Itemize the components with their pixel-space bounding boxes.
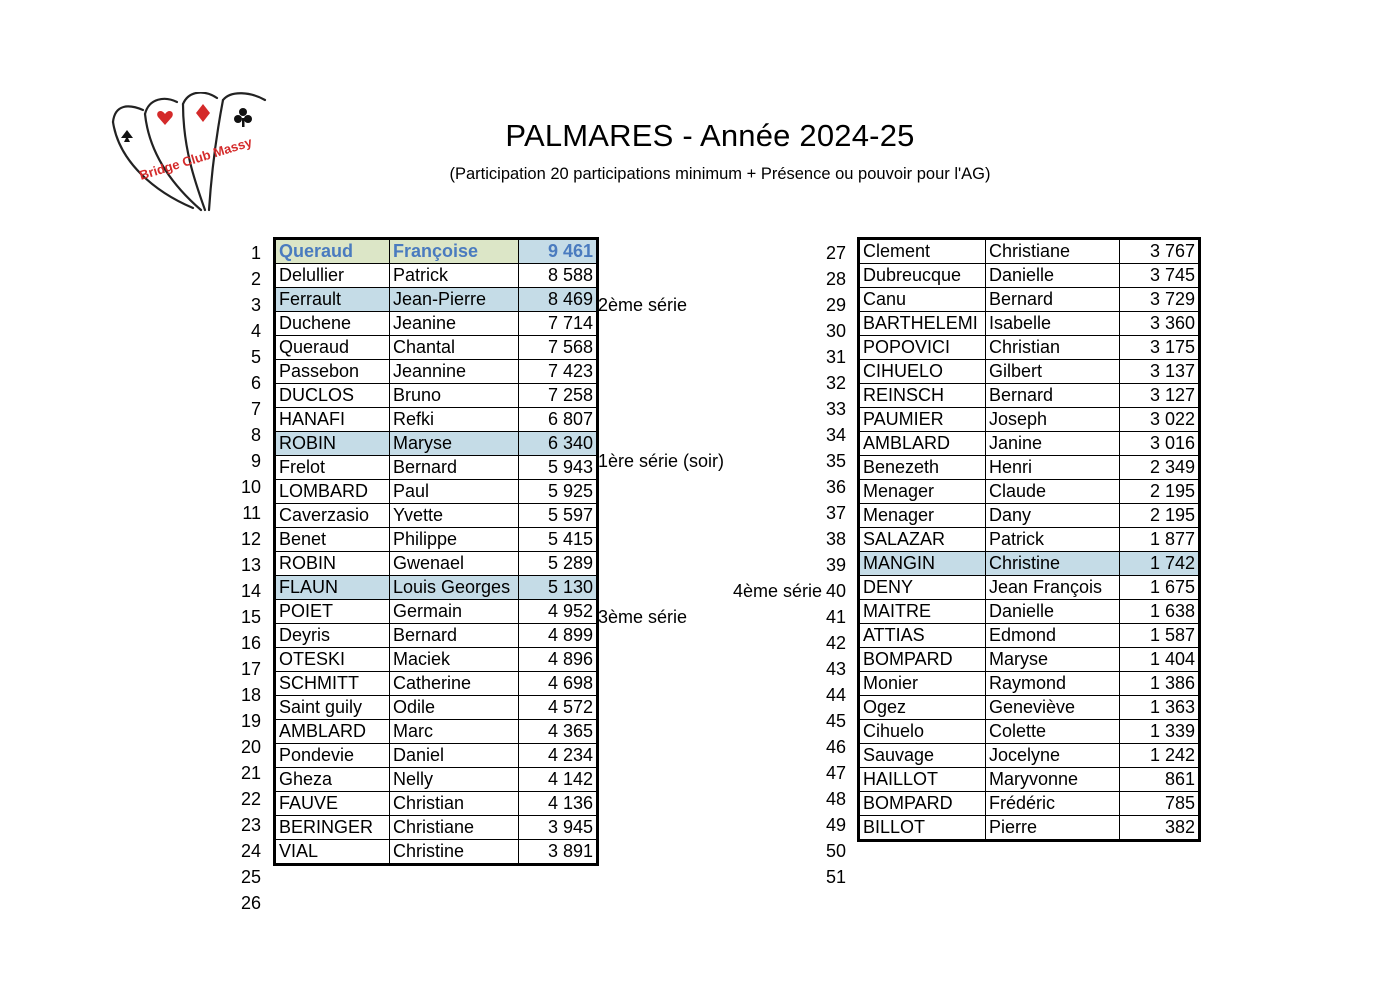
table-row <box>859 336 1200 360</box>
first-name-cell: Philippe <box>390 528 519 552</box>
first-name-cell: Bernard <box>986 384 1120 408</box>
last-name-cell: ROBIN <box>275 432 390 456</box>
score-cell: 3 945 <box>519 816 598 840</box>
first-name-cell: Maciek <box>390 648 519 672</box>
score-cell: 785 <box>1120 792 1200 816</box>
rank-number: 25 <box>240 867 261 887</box>
first-name-cell: Marc <box>390 720 519 744</box>
rank-number: 39 <box>825 555 846 575</box>
score-cell: 9 461 <box>519 239 598 264</box>
score-cell: 7 568 <box>519 336 598 360</box>
first-name-cell: Pierre <box>986 816 1120 841</box>
rank-number: 3 <box>250 295 261 315</box>
first-name-cell: Geneviève <box>986 696 1120 720</box>
first-name-cell: Maryvonne <box>986 768 1120 792</box>
rank-number: 34 <box>825 425 846 445</box>
score-cell: 1 242 <box>1120 744 1200 768</box>
rank-number: 44 <box>825 685 846 705</box>
first-name-cell: Danielle <box>986 264 1120 288</box>
table-row <box>859 648 1200 672</box>
last-name-cell: Menager <box>859 480 986 504</box>
rank-number: 4 <box>250 321 261 341</box>
page-title: PALMARES - Année 2024-25 <box>505 118 915 153</box>
rank-number: 6 <box>250 373 261 393</box>
score-cell: 4 234 <box>519 744 598 768</box>
rank-number: 9 <box>250 451 261 471</box>
first-name-cell: Jeanine <box>390 312 519 336</box>
last-name-cell: CIHUELO <box>859 360 986 384</box>
last-name-cell: HANAFI <box>275 408 390 432</box>
last-name-cell: PAUMIER <box>859 408 986 432</box>
rank-number: 40 <box>825 581 846 601</box>
rank-number: 51 <box>825 867 846 887</box>
table-row <box>275 552 598 576</box>
table-row <box>859 432 1200 456</box>
table-row <box>859 672 1200 696</box>
table-row <box>275 696 598 720</box>
first-name-cell: Janine <box>986 432 1120 456</box>
last-name-cell: VIAL <box>275 840 390 865</box>
first-name-cell: Odile <box>390 696 519 720</box>
table-row <box>275 264 598 288</box>
first-name-cell: Danielle <box>986 600 1120 624</box>
table-row <box>275 648 598 672</box>
first-name-cell: Joseph <box>986 408 1120 432</box>
table-row <box>275 744 598 768</box>
rank-number: 12 <box>240 529 261 549</box>
score-cell: 1 363 <box>1120 696 1200 720</box>
last-name-cell: FLAUN <box>275 576 390 600</box>
last-name-cell: ROBIN <box>275 552 390 576</box>
score-cell: 4 142 <box>519 768 598 792</box>
first-name-cell: Paul <box>390 480 519 504</box>
first-name-cell: Isabelle <box>986 312 1120 336</box>
table-row <box>275 408 598 432</box>
page-subtitle: (Participation 20 participations minimum + Présence ou pouvoir pour l'AG) <box>449 165 991 183</box>
first-name-cell: Colette <box>986 720 1120 744</box>
last-name-cell: MAITRE <box>859 600 986 624</box>
last-name-cell: REINSCH <box>859 384 986 408</box>
table-row <box>859 696 1200 720</box>
table-row <box>859 720 1200 744</box>
score-cell: 1 877 <box>1120 528 1200 552</box>
table-row <box>859 600 1200 624</box>
score-cell: 3 127 <box>1120 384 1200 408</box>
table-row <box>275 672 598 696</box>
rank-number: 14 <box>240 581 261 601</box>
table-row <box>859 768 1200 792</box>
first-name-cell: Christian <box>390 792 519 816</box>
rank-number: 49 <box>825 815 846 835</box>
last-name-cell: ATTIAS <box>859 624 986 648</box>
table-row <box>859 408 1200 432</box>
score-cell: 1 386 <box>1120 672 1200 696</box>
rank-number: 23 <box>240 815 261 835</box>
first-name-cell: Louis Georges <box>390 576 519 600</box>
table-row <box>275 624 598 648</box>
table-row <box>859 744 1200 768</box>
rank-number: 50 <box>825 841 846 861</box>
rank-number: 5 <box>250 347 261 367</box>
score-cell: 3 729 <box>1120 288 1200 312</box>
score-cell: 7 258 <box>519 384 598 408</box>
table-row <box>275 840 598 865</box>
last-name-cell: POIET <box>275 600 390 624</box>
last-name-cell: MANGIN <box>859 552 986 576</box>
score-cell: 3 016 <box>1120 432 1200 456</box>
rank-number: 48 <box>825 789 846 809</box>
first-name-cell: Françoise <box>390 239 519 264</box>
table-row <box>859 816 1200 841</box>
first-name-cell: Edmond <box>986 624 1120 648</box>
series-note: 4ème série <box>732 581 822 601</box>
last-name-cell: DUCLOS <box>275 384 390 408</box>
score-cell: 4 952 <box>519 600 598 624</box>
last-name-cell: Queraud <box>275 336 390 360</box>
score-cell: 1 339 <box>1120 720 1200 744</box>
first-name-cell: Maryse <box>390 432 519 456</box>
last-name-cell: Ogez <box>859 696 986 720</box>
last-name-cell: Passebon <box>275 360 390 384</box>
last-name-cell: BOMPARD <box>859 792 986 816</box>
last-name-cell: Frelot <box>275 456 390 480</box>
first-name-cell: Gilbert <box>986 360 1120 384</box>
table-row <box>275 504 598 528</box>
first-name-cell: Jeannine <box>390 360 519 384</box>
score-cell: 3 745 <box>1120 264 1200 288</box>
first-name-cell: Germain <box>390 600 519 624</box>
score-cell: 382 <box>1120 816 1200 841</box>
table-row <box>275 336 598 360</box>
score-cell: 1 742 <box>1120 552 1200 576</box>
last-name-cell: LOMBARD <box>275 480 390 504</box>
first-name-cell: Claude <box>986 480 1120 504</box>
score-cell: 2 195 <box>1120 480 1200 504</box>
rank-number: 2 <box>250 269 261 289</box>
first-name-cell: Frédéric <box>986 792 1120 816</box>
score-cell: 7 714 <box>519 312 598 336</box>
table-row <box>275 768 598 792</box>
series-note: 1ère série (soir) <box>598 451 725 471</box>
score-cell: 1 587 <box>1120 624 1200 648</box>
score-cell: 8 588 <box>519 264 598 288</box>
last-name-cell: Delullier <box>275 264 390 288</box>
rank-number: 46 <box>825 737 846 757</box>
score-cell: 6 340 <box>519 432 598 456</box>
last-name-cell: HAILLOT <box>859 768 986 792</box>
score-cell: 8 469 <box>519 288 598 312</box>
last-name-cell: FAUVE <box>275 792 390 816</box>
first-name-cell: Maryse <box>986 648 1120 672</box>
ranking-table-right <box>857 237 1201 842</box>
rank-number: 43 <box>825 659 846 679</box>
rank-number: 28 <box>825 269 846 289</box>
table-row <box>275 528 598 552</box>
rank-number: 11 <box>242 503 261 523</box>
last-name-cell: AMBLARD <box>859 432 986 456</box>
rank-number: 21 <box>240 763 261 783</box>
series-note: 2ème série <box>598 295 688 315</box>
last-name-cell: AMBLARD <box>275 720 390 744</box>
table-row <box>859 576 1200 600</box>
first-name-cell: Christiane <box>986 239 1120 264</box>
table-row <box>275 600 598 624</box>
score-cell: 5 943 <box>519 456 598 480</box>
rank-number: 18 <box>240 685 261 705</box>
ranking-table-left <box>273 237 599 866</box>
first-name-cell: Christiane <box>390 816 519 840</box>
last-name-cell: BARTHELEMI <box>859 312 986 336</box>
rank-number: 1 <box>250 243 261 263</box>
rank-number: 19 <box>240 711 261 731</box>
last-name-cell: POPOVICI <box>859 336 986 360</box>
table-row <box>275 576 598 600</box>
table-row <box>275 432 598 456</box>
score-cell: 1 675 <box>1120 576 1200 600</box>
rank-number: 10 <box>240 477 261 497</box>
last-name-cell: Queraud <box>275 239 390 264</box>
table-row <box>275 456 598 480</box>
rank-number: 47 <box>825 763 846 783</box>
score-cell: 2 195 <box>1120 504 1200 528</box>
rank-number: 29 <box>825 295 846 315</box>
first-name-cell: Gwenael <box>390 552 519 576</box>
table-row <box>859 504 1200 528</box>
score-cell: 3 891 <box>519 840 598 865</box>
last-name-cell: Gheza <box>275 768 390 792</box>
rank-number: 32 <box>825 373 846 393</box>
last-name-cell: OTESKI <box>275 648 390 672</box>
last-name-cell: Menager <box>859 504 986 528</box>
first-name-cell: Christine <box>390 840 519 865</box>
first-name-cell: Henri <box>986 456 1120 480</box>
last-name-cell: Benet <box>275 528 390 552</box>
first-name-cell: Patrick <box>390 264 519 288</box>
score-cell: 4 899 <box>519 624 598 648</box>
last-name-cell: Saint guily <box>275 696 390 720</box>
last-name-cell: Sauvage <box>859 744 986 768</box>
rank-number: 42 <box>825 633 846 653</box>
first-name-cell: Bruno <box>390 384 519 408</box>
table-row <box>859 456 1200 480</box>
first-name-cell: Yvette <box>390 504 519 528</box>
last-name-cell: Cihuelo <box>859 720 986 744</box>
score-cell: 3 022 <box>1120 408 1200 432</box>
table-row <box>275 239 598 264</box>
series-note: 3ème série <box>598 607 688 627</box>
score-cell: 2 349 <box>1120 456 1200 480</box>
rank-number: 45 <box>825 711 846 731</box>
table-row <box>859 288 1200 312</box>
score-cell: 4 572 <box>519 696 598 720</box>
table-row <box>859 624 1200 648</box>
table-row <box>859 792 1200 816</box>
rank-number: 22 <box>240 789 261 809</box>
rank-number: 31 <box>825 347 846 367</box>
table-row <box>859 264 1200 288</box>
last-name-cell: Benezeth <box>859 456 986 480</box>
rank-number: 20 <box>240 737 261 757</box>
first-name-cell: Daniel <box>390 744 519 768</box>
last-name-cell: DENY <box>859 576 986 600</box>
last-name-cell: Caverzasio <box>275 504 390 528</box>
last-name-cell: SCHMITT <box>275 672 390 696</box>
first-name-cell: Chantal <box>390 336 519 360</box>
score-cell: 3 360 <box>1120 312 1200 336</box>
first-name-cell: Nelly <box>390 768 519 792</box>
last-name-cell: Pondevie <box>275 744 390 768</box>
rank-number: 27 <box>825 243 846 263</box>
table-row <box>275 312 598 336</box>
score-cell: 7 423 <box>519 360 598 384</box>
rank-number: 13 <box>240 555 261 575</box>
rank-number: 33 <box>825 399 846 419</box>
last-name-cell: Monier <box>859 672 986 696</box>
last-name-cell: BOMPARD <box>859 648 986 672</box>
score-cell: 5 289 <box>519 552 598 576</box>
first-name-cell: Jean-Pierre <box>390 288 519 312</box>
table-row <box>275 720 598 744</box>
table-row <box>859 528 1200 552</box>
table-row <box>859 312 1200 336</box>
score-cell: 6 807 <box>519 408 598 432</box>
score-cell: 5 597 <box>519 504 598 528</box>
score-cell: 5 130 <box>519 576 598 600</box>
score-cell: 3 175 <box>1120 336 1200 360</box>
score-cell: 5 925 <box>519 480 598 504</box>
first-name-cell: Bernard <box>390 456 519 480</box>
rank-number: 17 <box>240 659 261 679</box>
first-name-cell: Bernard <box>390 624 519 648</box>
rank-number: 30 <box>825 321 846 341</box>
score-cell: 861 <box>1120 768 1200 792</box>
last-name-cell: Duchene <box>275 312 390 336</box>
first-name-cell: Patrick <box>986 528 1120 552</box>
rank-number: 41 <box>825 607 846 627</box>
first-name-cell: Catherine <box>390 672 519 696</box>
last-name-cell: BILLOT <box>859 816 986 841</box>
table-row <box>275 384 598 408</box>
table-row <box>859 239 1200 264</box>
table-row <box>859 360 1200 384</box>
score-cell: 1 404 <box>1120 648 1200 672</box>
table-row <box>859 480 1200 504</box>
score-cell: 4 365 <box>519 720 598 744</box>
rank-number: 8 <box>250 425 261 445</box>
score-cell: 5 415 <box>519 528 598 552</box>
score-cell: 1 638 <box>1120 600 1200 624</box>
last-name-cell: Clement <box>859 239 986 264</box>
last-name-cell: Canu <box>859 288 986 312</box>
first-name-cell: Christian <box>986 336 1120 360</box>
logo-text: Bridge Club Massy <box>137 134 254 183</box>
rank-number: 16 <box>240 633 261 653</box>
score-cell: 3 137 <box>1120 360 1200 384</box>
table-row <box>275 480 598 504</box>
rank-number: 7 <box>250 399 261 419</box>
last-name-cell: Ferrault <box>275 288 390 312</box>
first-name-cell: Jean François <box>986 576 1120 600</box>
rank-number: 36 <box>825 477 846 497</box>
table-row <box>275 288 598 312</box>
last-name-cell: Deyris <box>275 624 390 648</box>
last-name-cell: SALAZAR <box>859 528 986 552</box>
rank-number: 35 <box>825 451 846 471</box>
table-row <box>275 816 598 840</box>
score-cell: 3 767 <box>1120 239 1200 264</box>
rank-number: 15 <box>240 607 261 627</box>
first-name-cell: Raymond <box>986 672 1120 696</box>
rank-number: 38 <box>825 529 846 549</box>
rank-number: 37 <box>825 503 846 523</box>
first-name-cell: Dany <box>986 504 1120 528</box>
first-name-cell: Jocelyne <box>986 744 1120 768</box>
table-row <box>859 384 1200 408</box>
score-cell: 4 136 <box>519 792 598 816</box>
table-row <box>275 360 598 384</box>
rank-number: 26 <box>240 893 261 913</box>
first-name-cell: Refki <box>390 408 519 432</box>
first-name-cell: Bernard <box>986 288 1120 312</box>
score-cell: 4 896 <box>519 648 598 672</box>
table-row <box>275 792 598 816</box>
last-name-cell: Dubreucque <box>859 264 986 288</box>
first-name-cell: Christine <box>986 552 1120 576</box>
rank-number: 24 <box>240 841 261 861</box>
last-name-cell: BERINGER <box>275 816 390 840</box>
table-row <box>859 552 1200 576</box>
score-cell: 4 698 <box>519 672 598 696</box>
